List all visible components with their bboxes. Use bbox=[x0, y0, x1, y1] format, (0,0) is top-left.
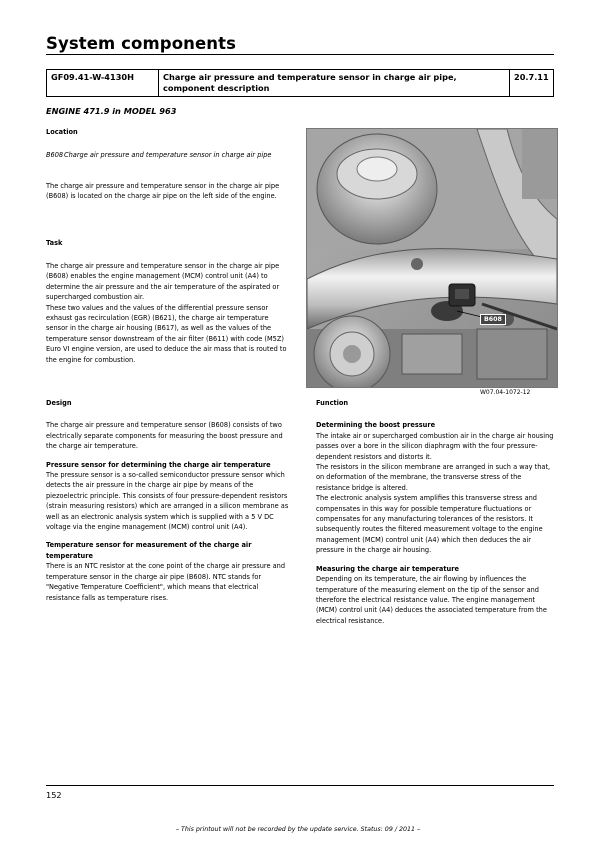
design-sub2-heading: Temperature sensor for measurement of the charge air temperature bbox=[46, 541, 252, 560]
location-item-code: B608 bbox=[46, 151, 64, 159]
doc-id: GF09.41-W-4130H bbox=[47, 70, 159, 97]
design-sub1-heading: Pressure sensor for determining the charge air temperature bbox=[46, 460, 271, 469]
function-sub1-p3: The electronic analysis system amplifies this transverse stress and compensates in this way for possible temperature fluctuations or compensates for any manufacturing tolerances of the resistors. It subsequently routes the filtered measurement voltage to the engine management (MCM) control unit (A4) which then deduces the air pressure in the charge air housing. bbox=[316, 494, 543, 555]
design-sub1-body: The pressure sensor is a so-called semiconductor pressure sensor which detects the air pressure in the charge air pipe by means of the piezoelectric principle. This consists of four pressure-dependent resistors (strain measuring resistors) which are arranged in a silicon membrane as well as an electronic analysis system which is supplied with a 5 V DC voltage via the engine management (MCM) control unit (A4). bbox=[46, 471, 289, 532]
location-heading: Location bbox=[46, 128, 78, 136]
task-body bbox=[46, 261, 291, 365]
figure-callout-label: B608 bbox=[480, 314, 506, 325]
printout-note: – This printout will not be recorded by the update service. Status: 09 / 2011 – bbox=[175, 826, 421, 833]
doc-date: 20.7.11 bbox=[510, 70, 554, 97]
page-title: System components bbox=[46, 34, 237, 53]
page-number: 152 bbox=[46, 790, 62, 800]
function-sub2-body: Depending on its temperature, the air flowing by influences the temperature of the measuring element on the tip of the sensor and therefore the electrical resistance value. The engine management (MCM) control unit (A4) deduces the associated temperature from the electrical resistance. bbox=[316, 575, 547, 625]
location-body: The charge air pressure and temperature sensor in the charge air pipe (B608) is located on the charge air pipe on the left side of the engine. bbox=[46, 182, 280, 201]
engine-photo-illustration bbox=[307, 129, 557, 387]
function-sub1-heading: Determining the boost pressure bbox=[316, 421, 436, 430]
doc-title: Charge air pressure and temperature sensor in charge air pipe, component description bbox=[159, 70, 510, 97]
task-heading: Task bbox=[46, 239, 63, 247]
function-sub1-p1: The intake air or supercharged combustion air in the charge air housing passes over a bore in the silicon diaphragm with the four pressure-dependent resistors and distorts it. bbox=[316, 431, 554, 461]
design-section bbox=[46, 398, 292, 603]
task-body-paragraph-1: The charge air pressure and temperature sensor in the charge air pipe (B608) enables the engine management (MCM) control unit (A4) to determine the air pressure and the air temperature of the aspirated or supercharged combustion air. bbox=[46, 262, 280, 302]
design-heading: Design bbox=[46, 399, 72, 407]
title-divider bbox=[46, 54, 554, 55]
figure-caption: W07.04-1072-12 bbox=[480, 389, 531, 396]
engine-model-line: ENGINE 471.9 in MODEL 963 bbox=[46, 106, 177, 116]
task-body-paragraph-2: These two values and the values of the differential pressure sensor exhaust gas recirculation (EGR) (B621), the charge air temperature sensor in the charge air housing (B617), as well as the values of the temperature sensor downstream of the air filter (B611) with code (M5Z) Euro VI engine version, are used to deduce the air mass that is routed to the engine for combustion. bbox=[46, 303, 287, 364]
function-sub1-p2: The resistors in the silicon membrane are arranged in such a way that, on deformation of the membrane, the transverse stress of the resistance bridge is altered. bbox=[316, 463, 551, 492]
location-item-desc: Charge air pressure and temperature sensor in charge air pipe bbox=[64, 151, 272, 159]
document-header-table bbox=[46, 69, 554, 97]
component-photo bbox=[306, 128, 558, 388]
function-sub2-heading: Measuring the charge air temperature bbox=[316, 564, 459, 573]
design-intro: The charge air pressure and temperature sensor (B608) consists of two electrically separate components for measuring the boost pressure and the charge air temperature. bbox=[46, 421, 283, 451]
location-item bbox=[46, 150, 296, 172]
function-heading: Function bbox=[316, 399, 349, 407]
design-sub2-body: There is an NTC resistor at the cone point of the charge air pressure and temperature sensor in the charge air pipe (B608). NTC stands for "Negative Temperature Coefficient", which means that electrical resistance falls as temperature rises. bbox=[46, 562, 286, 602]
function-section bbox=[316, 398, 554, 626]
footer-divider bbox=[46, 785, 554, 786]
